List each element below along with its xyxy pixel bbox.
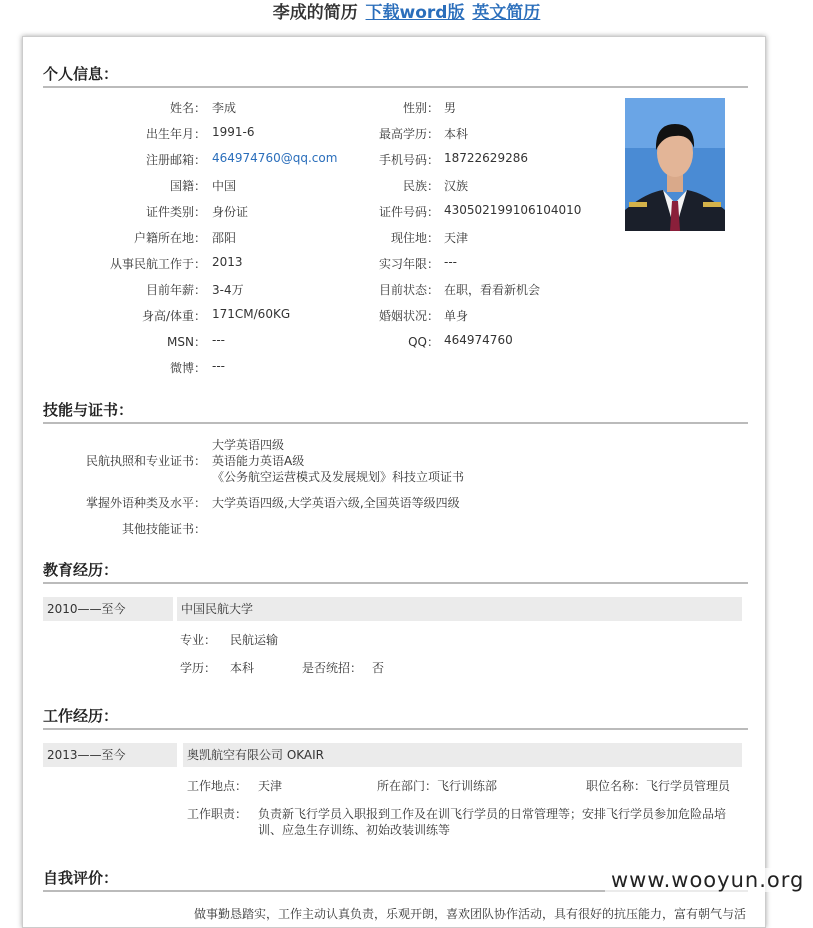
work-period: 2013——至今 <box>47 748 126 762</box>
personal-field-value: 171CM/60KG <box>212 307 291 321</box>
language-value: 大学英语四级,大学英语六级,全国英语等级四级 <box>212 496 460 510</box>
education-period: 2010——至今 <box>47 602 126 616</box>
personal-field-label: 证件类别： <box>145 205 206 219</box>
page-header <box>0 0 813 26</box>
personal-field-label: MSN： <box>167 335 206 349</box>
cert-label: 民航执照和专业证书： <box>85 454 206 468</box>
personal-field-label: 最高学历： <box>378 127 439 141</box>
work-duty-line: 负责新飞行学员入职报到工作及在训飞行学员的日常管理等；安排飞行学员参加危险品培 <box>258 807 727 821</box>
page-title: 李成的简历 <box>272 3 358 23</box>
personal-field-value: 天津 <box>444 231 469 245</box>
personal-field-value: --- <box>212 359 225 373</box>
education-school: 中国民航大学 <box>181 602 254 616</box>
personal-field-label: 出生年月： <box>145 127 206 141</box>
personal-field-label: 婚姻状况： <box>378 309 439 323</box>
personal-field-value: 1991-6 <box>212 125 255 139</box>
personal-section-title: 个人信息： <box>43 63 748 88</box>
watermark-text: www.wooyun.org <box>605 868 810 892</box>
education-period-bar <box>43 597 173 621</box>
skills-section-title: 技能与证书： <box>43 399 748 424</box>
degree-label: 学历： <box>180 661 217 675</box>
major-value: 民航运输 <box>230 633 279 647</box>
personal-field-value: 单身 <box>444 309 469 323</box>
other-cert-label: 其他技能证书： <box>121 522 206 536</box>
unified-label: 是否统招： <box>302 661 363 675</box>
degree-value: 本科 <box>230 661 255 675</box>
personal-field-label: 目前年薪： <box>145 283 206 297</box>
cert-item: 英语能力英语A级 <box>212 454 305 468</box>
personal-field-value: 中国 <box>212 179 237 193</box>
personal-field-value: 男 <box>444 101 457 115</box>
personal-field-value: 464974760 <box>444 333 513 347</box>
cert-item: 大学英语四级 <box>212 438 285 452</box>
personal-field-value: 在职，看看新机会 <box>444 283 541 297</box>
personal-field-value: 汉族 <box>444 179 469 193</box>
personal-field-label: 从事民航工作于： <box>109 257 206 271</box>
personal-field-value: 18722629286 <box>444 151 528 165</box>
work-section-title: 工作经历： <box>43 705 748 730</box>
personal-field-label: 性别： <box>402 101 439 115</box>
work-company-bar <box>183 743 742 767</box>
personal-field-value: 本科 <box>444 127 469 141</box>
work-position: 职位名称：飞行学员管理员 <box>586 779 731 793</box>
personal-field-value: 2013 <box>212 255 243 269</box>
personal-field-value: 李成 <box>212 101 237 115</box>
work-department: 所在部门：飞行训练部 <box>377 779 498 793</box>
unified-value: 否 <box>372 661 385 675</box>
education-school-bar <box>177 597 742 621</box>
education-section-title: 教育经历： <box>43 559 748 584</box>
personal-field-label: 证件号码： <box>378 205 439 219</box>
personal-field-label: 户籍所在地： <box>133 231 206 245</box>
email-link[interactable]: 464974760@qq.com <box>212 151 338 165</box>
self-eval-text: 做事勤恳踏实，工作主动认真负责，乐观开朗，喜欢团队协作活动，具有很好的抗压能力，富有朝气与活 <box>194 907 747 921</box>
resume-card <box>22 36 766 928</box>
personal-field-value: 邵阳 <box>212 231 237 245</box>
work-period-bar <box>43 743 177 767</box>
personal-field-label: 实习年限： <box>378 257 439 271</box>
download-word-link[interactable]: 下载word版 <box>365 3 465 23</box>
personal-field-label: 身高/体重： <box>141 309 206 323</box>
work-company: 奥凯航空有限公司 OKAIR <box>187 748 325 762</box>
work-location-label: 工作地点： <box>187 779 248 793</box>
personal-field-value: 身份证 <box>212 205 249 219</box>
profile-photo <box>625 98 725 231</box>
personal-field-value: 430502199106104010 <box>444 203 582 217</box>
work-duty-line: 训、应急生存训练、初始改装训练等 <box>258 823 451 837</box>
personal-field-label: 姓名： <box>169 101 206 115</box>
english-resume-link[interactable]: 英文简历 <box>472 3 541 23</box>
work-location-value: 天津 <box>258 779 283 793</box>
personal-field-label: 注册邮箱： <box>145 153 206 167</box>
personal-field-label: QQ： <box>408 335 439 349</box>
personal-field-value: --- <box>212 333 225 347</box>
personal-field-label: 国籍： <box>169 179 206 193</box>
personal-field-label: 微博： <box>169 361 206 375</box>
personal-field-label: 现住地： <box>390 231 439 245</box>
self-eval-section-title: 自我评价： <box>43 867 748 892</box>
work-duty-label: 工作职责： <box>187 807 248 821</box>
personal-field-label: 目前状态： <box>378 283 439 297</box>
language-label: 掌握外语种类及水平： <box>85 496 206 510</box>
personal-field-value: 3-4万 <box>212 283 244 297</box>
person-portrait-icon <box>625 98 725 231</box>
major-label: 专业： <box>180 633 217 647</box>
cert-item: 《公务航空运营模式及发展规划》科技立项证书 <box>212 470 465 484</box>
personal-field-label: 民族： <box>402 179 439 193</box>
personal-field-value <box>212 151 337 165</box>
personal-field-label: 手机号码： <box>378 153 439 167</box>
personal-field-value: --- <box>444 255 457 269</box>
